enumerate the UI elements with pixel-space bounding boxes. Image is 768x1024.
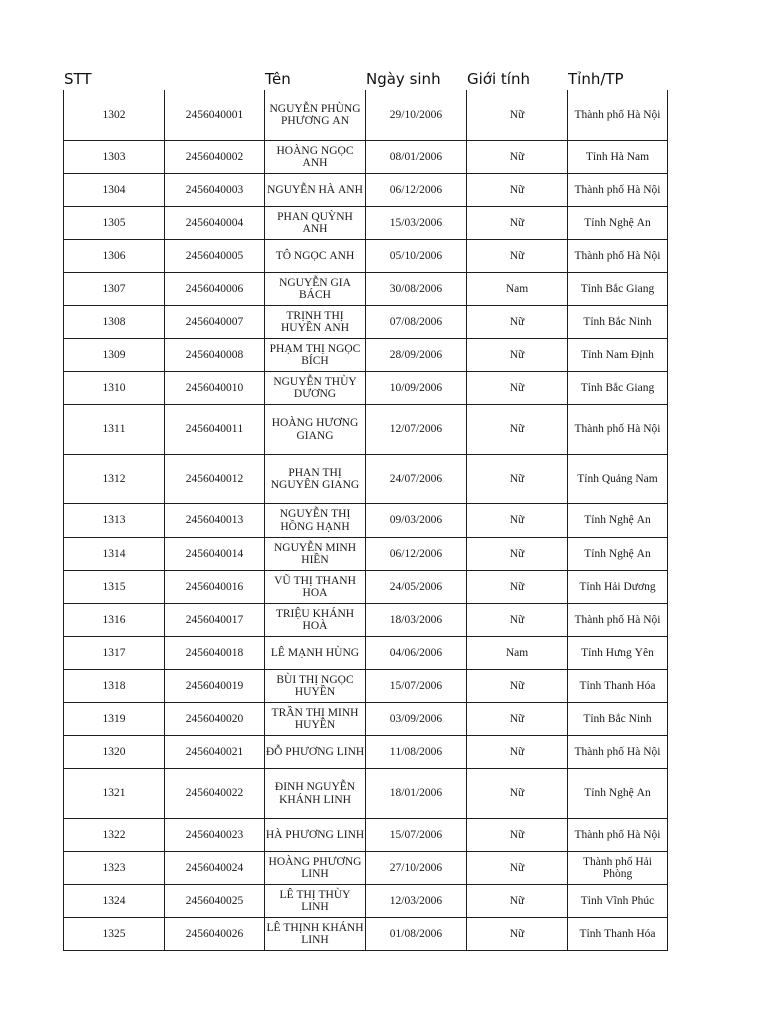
cell-name: NGUYỄN THỊ HỒNG HẠNH bbox=[265, 504, 366, 538]
cell-name: TRỊNH THỊ HUYỀN ANH bbox=[265, 306, 366, 339]
table-header bbox=[63, 70, 668, 88]
cell-name: PHAN THỊ NGUYÊN GIANG bbox=[265, 455, 366, 504]
cell-name: HOÀNG PHƯƠNG LINH bbox=[265, 852, 366, 885]
column-header-province: Tỉnh/TP bbox=[568, 70, 624, 88]
cell-name: ĐỖ PHƯƠNG LINH bbox=[265, 736, 366, 769]
cell-province: Tỉnh Nghệ An bbox=[568, 769, 668, 819]
table-row bbox=[63, 306, 668, 339]
cell-province: Thành phố Hà Nội bbox=[568, 819, 668, 852]
table-row bbox=[63, 405, 668, 455]
table-row bbox=[63, 670, 668, 703]
table-row bbox=[63, 571, 668, 604]
cell-birth-date: 12/03/2006 bbox=[366, 885, 467, 918]
cell-gender: Nữ bbox=[467, 306, 568, 339]
cell-birth-date: 09/03/2006 bbox=[366, 504, 467, 538]
cell-gender: Nữ bbox=[467, 769, 568, 819]
cell-stt: 1308 bbox=[64, 306, 165, 339]
cell-province: Tỉnh Nam Định bbox=[568, 339, 668, 372]
cell-birth-date: 29/10/2006 bbox=[366, 90, 467, 141]
cell-province: Tỉnh Vĩnh Phúc bbox=[568, 885, 668, 918]
cell-name: BÙI THỊ NGỌC HUYỀN bbox=[265, 670, 366, 703]
table-row bbox=[63, 90, 668, 141]
cell-stt: 1314 bbox=[64, 538, 165, 571]
cell-student-id: 2456040025 bbox=[165, 885, 265, 918]
cell-student-id: 2456040021 bbox=[165, 736, 265, 769]
cell-birth-date: 03/09/2006 bbox=[366, 703, 467, 736]
cell-province: Tỉnh Bắc Ninh bbox=[568, 306, 668, 339]
cell-student-id: 2456040016 bbox=[165, 571, 265, 604]
table-row bbox=[63, 455, 668, 504]
cell-student-id: 2456040003 bbox=[165, 174, 265, 207]
cell-stt: 1312 bbox=[64, 455, 165, 504]
cell-gender: Nữ bbox=[467, 885, 568, 918]
cell-birth-date: 06/12/2006 bbox=[366, 538, 467, 571]
cell-student-id: 2456040018 bbox=[165, 637, 265, 670]
cell-stt: 1320 bbox=[64, 736, 165, 769]
cell-stt: 1303 bbox=[64, 141, 165, 174]
cell-student-id: 2456040010 bbox=[165, 372, 265, 405]
cell-province: Thành phố Hà Nội bbox=[568, 174, 668, 207]
column-header-stt: STT bbox=[64, 70, 92, 88]
table-row bbox=[63, 174, 668, 207]
cell-gender: Nữ bbox=[467, 141, 568, 174]
cell-birth-date: 08/01/2006 bbox=[366, 141, 467, 174]
cell-province: Tỉnh Nghệ An bbox=[568, 538, 668, 571]
cell-birth-date: 28/09/2006 bbox=[366, 339, 467, 372]
cell-gender: Nữ bbox=[467, 405, 568, 455]
cell-name: NGUYỄN HÀ ANH bbox=[265, 174, 366, 207]
cell-province: Thành phố Hà Nội bbox=[568, 604, 668, 637]
table-row bbox=[63, 736, 668, 769]
cell-province: Thành phố Hà Nội bbox=[568, 405, 668, 455]
cell-gender: Nữ bbox=[467, 819, 568, 852]
cell-gender: Nữ bbox=[467, 538, 568, 571]
cell-stt: 1325 bbox=[64, 918, 165, 951]
table-row bbox=[63, 273, 668, 306]
cell-gender: Nữ bbox=[467, 918, 568, 951]
cell-province: Tỉnh Bắc Ninh bbox=[568, 703, 668, 736]
cell-province: Tỉnh Thanh Hóa bbox=[568, 918, 668, 951]
cell-name: LÊ THỊNH KHÁNH LINH bbox=[265, 918, 366, 951]
cell-name: PHẠM THỊ NGỌC BÍCH bbox=[265, 339, 366, 372]
cell-student-id: 2456040004 bbox=[165, 207, 265, 240]
cell-name: NGUYỄN THÙY DƯƠNG bbox=[265, 372, 366, 405]
cell-name: NGUYỄN GIA BÁCH bbox=[265, 273, 366, 306]
column-header-name: Tên bbox=[265, 70, 291, 88]
table-row bbox=[63, 141, 668, 174]
table-row bbox=[63, 819, 668, 852]
cell-student-id: 2456040011 bbox=[165, 405, 265, 455]
cell-province: Tỉnh Nghệ An bbox=[568, 504, 668, 538]
column-header-gender: Giới tính bbox=[467, 70, 530, 88]
cell-name: NGUYỄN MINH HIỀN bbox=[265, 538, 366, 571]
cell-birth-date: 27/10/2006 bbox=[366, 852, 467, 885]
cell-birth-date: 18/03/2006 bbox=[366, 604, 467, 637]
cell-student-id: 2456040008 bbox=[165, 339, 265, 372]
table-row bbox=[63, 339, 668, 372]
table-row bbox=[63, 885, 668, 918]
cell-stt: 1306 bbox=[64, 240, 165, 273]
cell-gender: Nữ bbox=[467, 571, 568, 604]
cell-birth-date: 15/03/2006 bbox=[366, 207, 467, 240]
cell-student-id: 2456040020 bbox=[165, 703, 265, 736]
table-row bbox=[63, 852, 668, 885]
cell-gender: Nữ bbox=[467, 339, 568, 372]
cell-stt: 1302 bbox=[64, 90, 165, 141]
cell-gender: Nữ bbox=[467, 174, 568, 207]
cell-stt: 1304 bbox=[64, 174, 165, 207]
cell-birth-date: 10/09/2006 bbox=[366, 372, 467, 405]
cell-student-id: 2456040014 bbox=[165, 538, 265, 571]
cell-province: Thành phố Hà Nội bbox=[568, 736, 668, 769]
cell-stt: 1305 bbox=[64, 207, 165, 240]
cell-province: Tỉnh Hải Dương bbox=[568, 571, 668, 604]
cell-student-id: 2456040019 bbox=[165, 670, 265, 703]
table-row bbox=[63, 207, 668, 240]
cell-stt: 1313 bbox=[64, 504, 165, 538]
table-row bbox=[63, 703, 668, 736]
cell-name: TÔ NGỌC ANH bbox=[265, 240, 366, 273]
cell-birth-date: 12/07/2006 bbox=[366, 405, 467, 455]
cell-name: VŨ THỊ THANH HOA bbox=[265, 571, 366, 604]
cell-gender: Nữ bbox=[467, 372, 568, 405]
cell-student-id: 2456040023 bbox=[165, 819, 265, 852]
table-row bbox=[63, 637, 668, 670]
cell-student-id: 2456040002 bbox=[165, 141, 265, 174]
cell-province: Thành phố Hải Phòng bbox=[568, 852, 668, 885]
cell-student-id: 2456040024 bbox=[165, 852, 265, 885]
cell-province: Thành phố Hà Nội bbox=[568, 240, 668, 273]
cell-name: LÊ THỊ THÙY LINH bbox=[265, 885, 366, 918]
cell-birth-date: 30/08/2006 bbox=[366, 273, 467, 306]
cell-gender: Nam bbox=[467, 637, 568, 670]
cell-student-id: 2456040005 bbox=[165, 240, 265, 273]
cell-stt: 1321 bbox=[64, 769, 165, 819]
cell-gender: Nữ bbox=[467, 736, 568, 769]
table-row bbox=[63, 538, 668, 571]
cell-name: NGUYỄN PHÙNG PHƯƠNG AN bbox=[265, 90, 366, 141]
column-header-birth-date: Ngày sinh bbox=[366, 70, 441, 88]
cell-stt: 1318 bbox=[64, 670, 165, 703]
table-row bbox=[63, 240, 668, 273]
cell-stt: 1322 bbox=[64, 819, 165, 852]
cell-name: TRẦN THỊ MINH HUYỀN bbox=[265, 703, 366, 736]
table-row bbox=[63, 769, 668, 819]
cell-stt: 1311 bbox=[64, 405, 165, 455]
cell-gender: Nữ bbox=[467, 604, 568, 637]
table-row bbox=[63, 504, 668, 538]
cell-gender: Nữ bbox=[467, 90, 568, 141]
table-body bbox=[63, 90, 668, 951]
cell-student-id: 2456040006 bbox=[165, 273, 265, 306]
cell-birth-date: 18/01/2006 bbox=[366, 769, 467, 819]
cell-gender: Nữ bbox=[467, 455, 568, 504]
cell-birth-date: 07/08/2006 bbox=[366, 306, 467, 339]
cell-birth-date: 01/08/2006 bbox=[366, 918, 467, 951]
table-row bbox=[63, 372, 668, 405]
cell-gender: Nữ bbox=[467, 670, 568, 703]
cell-birth-date: 15/07/2006 bbox=[366, 670, 467, 703]
table-row bbox=[63, 918, 668, 951]
cell-stt: 1319 bbox=[64, 703, 165, 736]
cell-gender: Nữ bbox=[467, 703, 568, 736]
cell-gender: Nữ bbox=[467, 852, 568, 885]
cell-name: ĐINH NGUYỄN KHÁNH LINH bbox=[265, 769, 366, 819]
cell-student-id: 2456040012 bbox=[165, 455, 265, 504]
column-header-student-id bbox=[165, 70, 265, 88]
cell-birth-date: 24/05/2006 bbox=[366, 571, 467, 604]
cell-gender: Nữ bbox=[467, 207, 568, 240]
cell-birth-date: 05/10/2006 bbox=[366, 240, 467, 273]
cell-province: Tỉnh Hà Nam bbox=[568, 141, 668, 174]
cell-name: TRIỆU KHÁNH HOÀ bbox=[265, 604, 366, 637]
cell-name: LÊ MẠNH HÙNG bbox=[265, 637, 366, 670]
cell-student-id: 2456040022 bbox=[165, 769, 265, 819]
cell-province: Tỉnh Hưng Yên bbox=[568, 637, 668, 670]
cell-student-id: 2456040026 bbox=[165, 918, 265, 951]
cell-student-id: 2456040013 bbox=[165, 504, 265, 538]
cell-stt: 1309 bbox=[64, 339, 165, 372]
cell-province: Tỉnh Thanh Hóa bbox=[568, 670, 668, 703]
cell-stt: 1310 bbox=[64, 372, 165, 405]
cell-stt: 1316 bbox=[64, 604, 165, 637]
cell-stt: 1317 bbox=[64, 637, 165, 670]
cell-student-id: 2456040017 bbox=[165, 604, 265, 637]
cell-province: Tỉnh Bắc Giang bbox=[568, 273, 668, 306]
cell-province: Tỉnh Bắc Giang bbox=[568, 372, 668, 405]
cell-birth-date: 04/06/2006 bbox=[366, 637, 467, 670]
cell-student-id: 2456040001 bbox=[165, 90, 265, 141]
cell-birth-date: 24/07/2006 bbox=[366, 455, 467, 504]
cell-name: HOÀNG NGỌC ANH bbox=[265, 141, 366, 174]
cell-name: HÀ PHƯƠNG LINH bbox=[265, 819, 366, 852]
cell-province: Thành phố Hà Nội bbox=[568, 90, 668, 141]
table-row bbox=[63, 604, 668, 637]
cell-name: PHAN QUỲNH ANH bbox=[265, 207, 366, 240]
cell-gender: Nữ bbox=[467, 240, 568, 273]
cell-province: Tỉnh Quảng Nam bbox=[568, 455, 668, 504]
cell-stt: 1324 bbox=[64, 885, 165, 918]
cell-stt: 1315 bbox=[64, 571, 165, 604]
cell-birth-date: 11/08/2006 bbox=[366, 736, 467, 769]
cell-birth-date: 15/07/2006 bbox=[366, 819, 467, 852]
cell-name: HOÀNG HƯƠNG GIANG bbox=[265, 405, 366, 455]
cell-gender: Nữ bbox=[467, 504, 568, 538]
cell-student-id: 2456040007 bbox=[165, 306, 265, 339]
cell-province: Tỉnh Nghệ An bbox=[568, 207, 668, 240]
cell-birth-date: 06/12/2006 bbox=[366, 174, 467, 207]
cell-stt: 1307 bbox=[64, 273, 165, 306]
cell-stt: 1323 bbox=[64, 852, 165, 885]
cell-gender: Nam bbox=[467, 273, 568, 306]
